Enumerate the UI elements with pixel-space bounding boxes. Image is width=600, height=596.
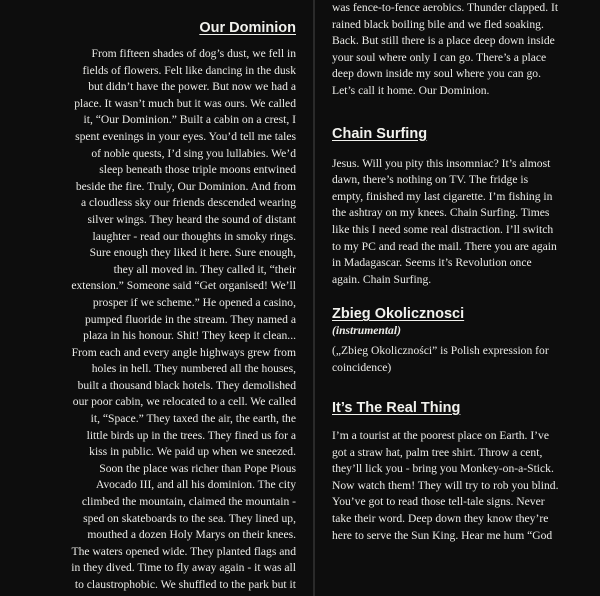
lyric-line: Now watch them! They will try to rob you blind. [332, 478, 559, 492]
lyric-line: From fifteen shades of dog’s dust, we fell in [91, 47, 296, 60]
lyric-line: deep down inside my soul where you can go. [332, 67, 541, 81]
lyric-line: From each and every angle highways grew from [71, 345, 296, 359]
lyric-line: take their word. Deep down they know they’re [332, 512, 549, 526]
lyric-line: our poor cabin, we relocated to a cell. We called [72, 395, 296, 409]
lyric-line: You’ve got to read those tell-tale signs. Never [332, 495, 545, 509]
lyric-line: they all moved in. They called it, “their [113, 262, 296, 276]
lyric-line: got a straw hat, palm tree shirt. Throw a cent, [332, 445, 543, 459]
lyric-line: they’ll lick you - bring you Monkey-on-a-Stick. [332, 462, 554, 476]
left-column [20, 0, 296, 594]
real-thing-lyrics [332, 428, 586, 544]
lyric-line: pumped fluoride in the stream. They named a [85, 312, 296, 326]
lyric-line: beside the fire. Truly, Our Dominion. And from [75, 179, 296, 193]
lyric-line: your soul where only I can go. There’s a place [332, 50, 547, 64]
song-title-chain-surfing: Chain Surfing [332, 125, 428, 142]
lyric-line: fields of flowers. Felt like dancing in the dusk [82, 63, 296, 77]
lyric-line: rained black boiling bile and we fled soaking. [332, 17, 544, 31]
right-column [332, 0, 586, 544]
booklet-fold-line [313, 0, 315, 596]
lyric-line: Back. But still there is a place deep down inside [332, 34, 555, 48]
chain-surfing-lyrics [332, 156, 586, 289]
lyric-line: a cloudless sky our friends descended wearing [80, 196, 296, 210]
lyric-line: The waters opened wide. They planted flags and [71, 544, 296, 558]
song-title-our-dominion: Our Dominion [199, 20, 296, 36]
lyric-line: Sure enough they liked it here. Sure enough, [89, 246, 296, 260]
lyric-line: to my PC and read the mail. There you are again [332, 239, 557, 253]
lyric-line: the ashtray on my knees. Chain Surfing. Times [332, 206, 550, 220]
song-title-its-the-real-thing: It’s The Real Thing [332, 400, 461, 417]
lyric-line: Let’s call it home. Our Dominion. [332, 83, 490, 97]
lyric-line: built a thousand black hotels. They demolished [77, 378, 296, 392]
lyric-line: was fence-to-fence aerobics. Thunder clapped. It [332, 1, 559, 14]
lyric-line: it, “Space.” They taxed the air, the earth, the [90, 412, 296, 426]
lyric-line: in they dived. Time to fly away again - it was all [71, 561, 296, 575]
lyric-line: plaza in his honour. Shit! They keep it clean... [83, 329, 296, 343]
lyric-line: silver wings. They heard the sound of distant [87, 212, 296, 226]
lyric-line: sleep beneath those triple moons entwined [99, 163, 296, 177]
lyric-line: mouthed a dozen Holy Marys on their knees. [87, 528, 296, 542]
lyric-line: sped on skateboards to the sea. They lined up, [83, 511, 296, 525]
lyric-line: Avocado III, and all his dominion. The city [95, 478, 296, 492]
lyric-line: like this I need some real distraction. I’ll switch [332, 222, 554, 236]
lyric-line: climbed the mountain, claimed the mountain - [81, 495, 296, 509]
song-title-zbieg-okolicznosci: Zbieg Okolicznosci [332, 306, 465, 323]
note-line: coincidence) [332, 360, 392, 374]
lyric-line: laughter - read our thoughts in smoky rings. [92, 229, 296, 243]
lyric-line: it, “Our Dominion.” Built a cabin on a crest, I [83, 113, 296, 127]
zbieg-note [332, 343, 586, 376]
lyric-line: again. Chain Surfing. [332, 272, 432, 286]
lyric-line: place. It wasn’t much but it was ours. We called [74, 96, 296, 110]
our-dominion-lyrics [20, 46, 296, 594]
lyric-line: little birds up in the trees. They fined us for a [86, 428, 296, 442]
lyric-line: I’m a tourist at the poorest place on Earth. I’ve [332, 429, 549, 443]
lyric-line: prosper if we scheme.” He opened a casino, [92, 295, 296, 309]
lyric-line: extension.” Someone said “Get organised! We’ll [71, 279, 296, 293]
lyric-line: Jesus. Will you pity this insomniac? It’s almost [332, 156, 551, 170]
lyric-line: of noble quests, I’d sing you lullabies. We’d [91, 146, 296, 160]
zbieg-subtitle: (instrumental) [332, 324, 401, 338]
lyric-line: kiss in public. We paid up when we sneezed. [89, 445, 296, 459]
our-dominion-lyrics-continued [332, 0, 586, 100]
lyric-line: in Madagascar. Seems it’s Revolution once [332, 256, 532, 270]
lyric-line: holes in hell. They numbered all the houses, [91, 362, 296, 376]
lyric-line: spent evenings in your eyes. You’d tell me tales [75, 129, 296, 143]
lyric-line: empty, finished my last cigarette. I’m fishing in [332, 189, 553, 203]
lyric-line: but didn’t have the power. But now we had a [88, 80, 296, 94]
lyric-line: here to serve the Sun King. Hear me hum “God [332, 528, 553, 542]
lyric-line: to claustrophobic. We shuffled to the park but it [74, 578, 296, 591]
lyric-line: dawn, there’s nothing on TV. The fridge is [332, 173, 529, 187]
lyric-line: Soon the place was richer than Pope Pious [99, 461, 296, 475]
note-line: („Zbieg Okoliczności” is Polish expression for [332, 343, 549, 357]
